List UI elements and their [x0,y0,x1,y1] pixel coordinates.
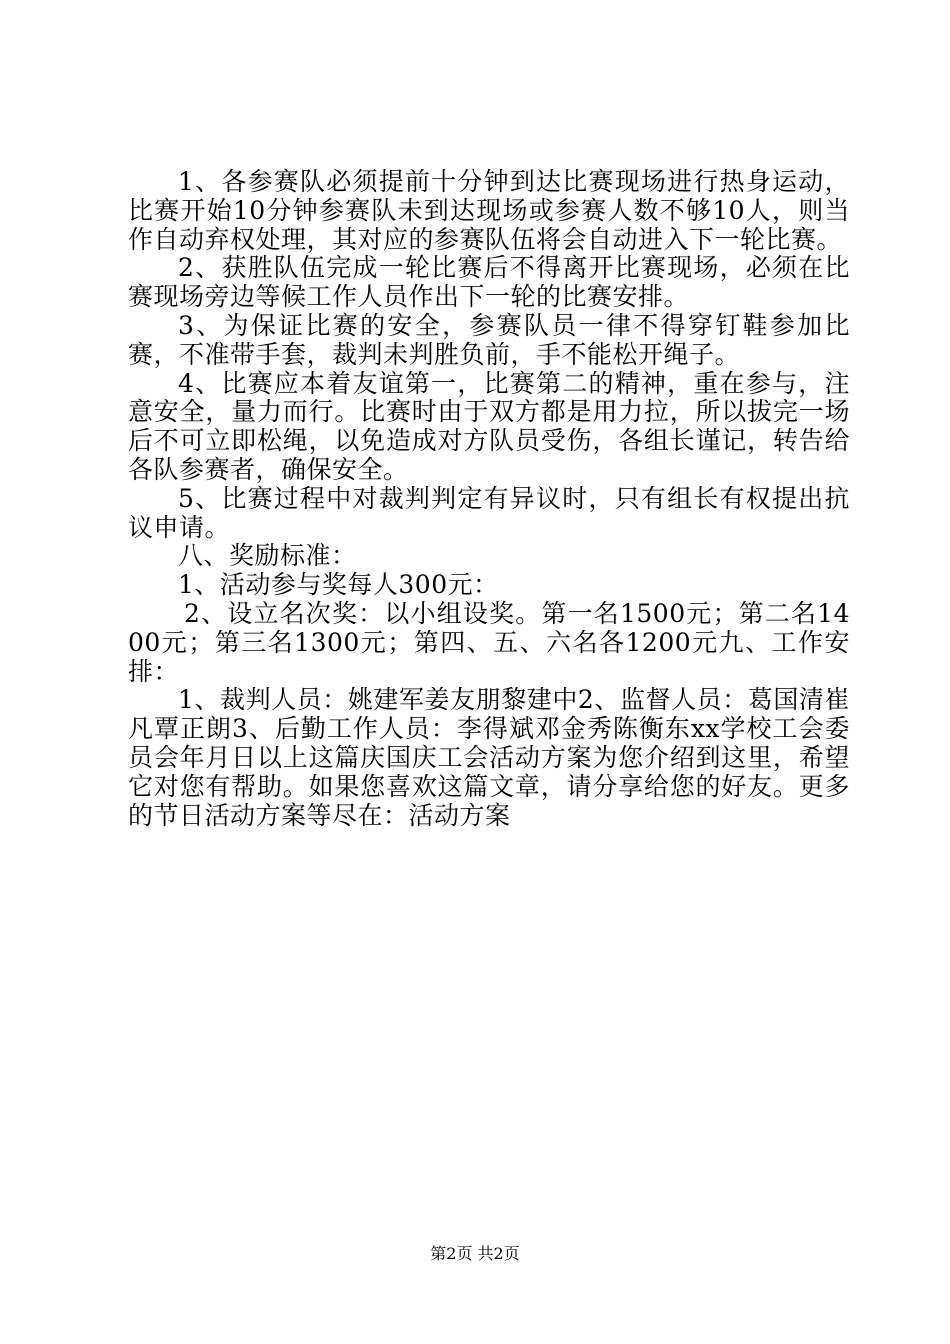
paragraph-staff: 1、裁判人员：姚建军姜友朋黎建中2、监督人员：葛国清崔凡覃正朗3、后勤工作人员：李得斌邓金秀陈衡东xx学校工会委员会年月日以上这篇庆国庆工会活动方案为您介绍到这里，希望它对您有帮助。如果您喜欢这篇文章，请分享给您的好友。更多的节日活动方案等尽在：活动方案 [128,685,850,830]
document-body [128,168,850,830]
section-heading-rewards: 八、奖励标准： [178,541,357,571]
paragraph-rule-4: 4、比赛应本着友谊第一，比赛第二的精神，重在参与，注意安全，量力而行。比赛时由于双方都是用力拉，所以拔完一场后不可立即松绳，以免造成对方队员受伤，各组长谨记，转告给各队参赛者，确保安全。 [128,368,850,484]
paragraph-rule-1: 1、各参赛队必须提前十分钟到达比赛现场进行热身运动，比赛开始10分钟参赛队未到达现场或参赛人数不够10人，则当作自动弃权处理，其对应的参赛队伍将会自动进入下一轮比赛。 [128,167,850,254]
paragraph-reward-2: 2、设立名次奖：以小组设奖。第一名1500元；第二名1400元；第三名1300元；第四、五、六名各1200元九、工作安排： [128,598,850,686]
page-number-footer: 第2页 共2页 [430,1244,520,1263]
paragraph-rule-5: 5、比赛过程中对裁判判定有异议时，只有组长有权提出抗议申请。 [128,483,850,542]
paragraph-rule-3: 3、为保证比赛的安全，参赛队员一律不得穿钉鞋参加比赛，不准带手套，裁判未判胜负前，手不能松开绳子。 [128,310,850,369]
paragraph-reward-1: 1、活动参与奖每人300元： [178,570,499,600]
paragraph-rule-2: 2、获胜队伍完成一轮比赛后不得离开比赛现场，必须在比赛现场旁边等候工作人员作出下一轮的比赛安排。 [128,253,850,312]
